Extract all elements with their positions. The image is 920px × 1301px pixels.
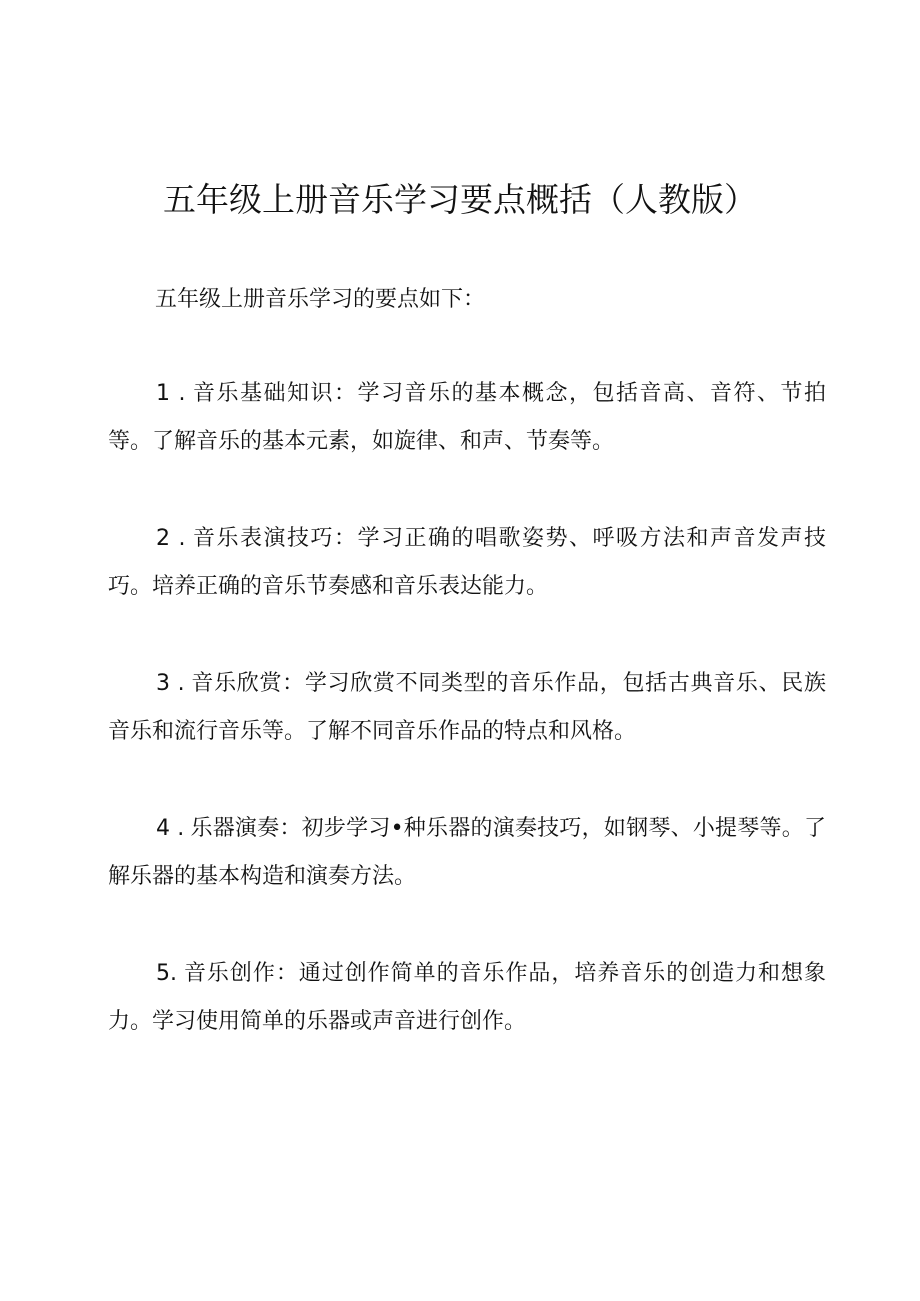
item-number: 5. [156,961,177,986]
list-item [108,950,826,1046]
intro-paragraph: 五年级上册音乐学习的要点如下： [155,287,486,312]
item-number: 4 . [156,816,185,841]
item-text: 音乐创作：通过创作简单的音乐作品，培养音乐的创造力和想象力。学习使用简单的乐器或声音进行创作。 [108,961,826,1034]
item-text: 音乐表演技巧：学习正确的唱歌姿势、呼吸方法和声音发声技巧。培养正确的音乐节奏感和音乐表达能力。 [108,526,826,599]
item-text: 乐器演奏：初步学习•种乐器的演奏技巧，如钢琴、小提琴等。了解乐器的基本构造和演奏方法。 [108,816,826,889]
list-item [108,805,826,901]
item-text: 音乐基础知识：学习音乐的基本概念，包括音高、音符、节拍等。了解音乐的基本元素，如旋律、和声、节奏等。 [108,381,826,454]
item-number: 2 . [156,526,186,551]
list-item [108,515,826,611]
item-number: 1 . [156,381,186,406]
page-title: 五年级上册音乐学习要点概括（人教版） [163,180,757,219]
list-item [108,370,826,466]
item-text: 音乐欣赏：学习欣赏不同类型的音乐作品，包括古典音乐、民族音乐和流行音乐等。了解不同音乐作品的特点和风格。 [108,671,826,744]
list-item [108,660,826,756]
item-number: 3 . [156,671,185,696]
